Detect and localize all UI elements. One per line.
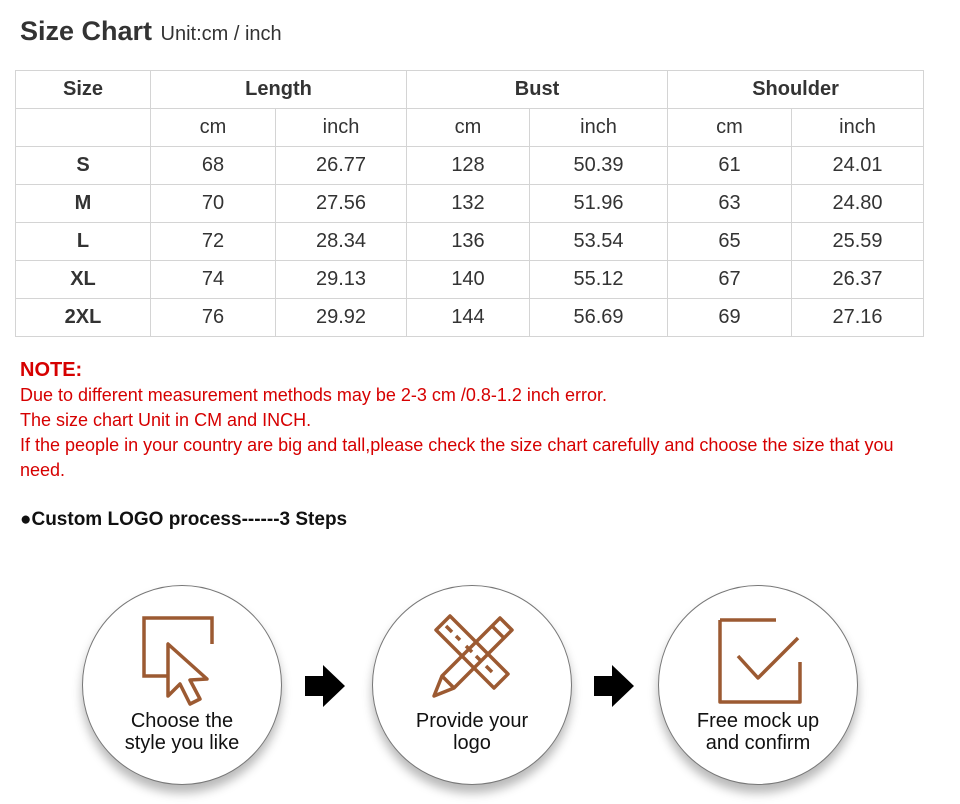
size-cell: XL bbox=[16, 261, 151, 299]
size-chart-table bbox=[15, 70, 924, 337]
step-caption-line: Provide your bbox=[415, 710, 529, 732]
table-cell: 27.56 bbox=[276, 185, 407, 223]
step-caption-line: and confirm bbox=[705, 732, 811, 754]
table-cell: 51.96 bbox=[530, 185, 668, 223]
subheader-cell: inch bbox=[530, 109, 668, 147]
table-cell: 24.01 bbox=[792, 147, 924, 185]
table-cell: 65 bbox=[668, 223, 792, 261]
size-cell: S bbox=[16, 147, 151, 185]
pencil-ruler-icon bbox=[422, 614, 522, 710]
step-caption-line: style you like bbox=[124, 732, 240, 754]
table-cell: 27.16 bbox=[792, 299, 924, 337]
page-title: Size Chart bbox=[20, 16, 153, 46]
subheader-cell: cm bbox=[668, 109, 792, 147]
table-cell: 128 bbox=[407, 147, 530, 185]
table-row bbox=[16, 261, 924, 299]
table-subheader-row bbox=[16, 109, 924, 147]
note-section bbox=[20, 357, 920, 483]
step-choose-style bbox=[82, 585, 282, 785]
arrow-right-icon bbox=[303, 663, 347, 709]
step-caption-line: Free mock up bbox=[696, 710, 820, 732]
table-cell: 24.80 bbox=[792, 185, 924, 223]
table-cell: 74 bbox=[151, 261, 276, 299]
size-chart-header bbox=[20, 16, 282, 47]
table-row bbox=[16, 299, 924, 337]
table-cell: 68 bbox=[151, 147, 276, 185]
table-row bbox=[16, 185, 924, 223]
table-cell: 72 bbox=[151, 223, 276, 261]
subheader-cell: cm bbox=[407, 109, 530, 147]
size-cell: M bbox=[16, 185, 151, 223]
step-mock-up-confirm bbox=[658, 585, 858, 785]
subheader-cell: cm bbox=[151, 109, 276, 147]
table-cell: 26.77 bbox=[276, 147, 407, 185]
table-cell: 29.92 bbox=[276, 299, 407, 337]
subheader-cell: inch bbox=[792, 109, 924, 147]
table-cell: 26.37 bbox=[792, 261, 924, 299]
table-cell: 144 bbox=[407, 299, 530, 337]
unit-label: Unit:cm / inch bbox=[160, 23, 282, 45]
table-cell: 61 bbox=[668, 147, 792, 185]
step-caption bbox=[83, 710, 281, 754]
table-row bbox=[16, 147, 924, 185]
column-header-shoulder: Shoulder bbox=[668, 71, 924, 109]
table-cell: 29.13 bbox=[276, 261, 407, 299]
table-cell: 55.12 bbox=[530, 261, 668, 299]
table-header-row bbox=[16, 71, 924, 109]
table-cell: 53.54 bbox=[530, 223, 668, 261]
note-line: Due to different measurement methods may be 2-3 cm /0.8-1.2 inch error. bbox=[20, 385, 607, 405]
table-cell: 76 bbox=[151, 299, 276, 337]
table-cell: 67 bbox=[668, 261, 792, 299]
column-header-length: Length bbox=[151, 71, 407, 109]
table-cell: 50.39 bbox=[530, 147, 668, 185]
note-line: The size chart Unit in CM and INCH. bbox=[20, 410, 312, 430]
step-caption-line: Choose the bbox=[130, 710, 234, 732]
table-cell: 28.34 bbox=[276, 223, 407, 261]
table-cell: 140 bbox=[407, 261, 530, 299]
table-cell: 56.69 bbox=[530, 299, 668, 337]
table-cell: 69 bbox=[668, 299, 792, 337]
table-cell: 136 bbox=[407, 223, 530, 261]
logo-process-steps bbox=[0, 575, 960, 804]
table-cell: 132 bbox=[407, 185, 530, 223]
size-cell: L bbox=[16, 223, 151, 261]
column-header-bust: Bust bbox=[407, 71, 668, 109]
step-caption bbox=[659, 710, 857, 754]
arrow-right-icon bbox=[592, 663, 636, 709]
step-caption-line: logo bbox=[453, 732, 491, 754]
table-cell: 63 bbox=[668, 185, 792, 223]
step-provide-logo bbox=[372, 585, 572, 785]
cursor-select-icon bbox=[132, 614, 232, 710]
note-title: NOTE: bbox=[20, 359, 83, 381]
step-caption bbox=[373, 710, 571, 754]
checkbox-icon bbox=[708, 614, 808, 710]
column-header-size: Size bbox=[16, 71, 151, 109]
table-row bbox=[16, 223, 924, 261]
size-cell: 2XL bbox=[16, 299, 151, 337]
note-line: If the people in your country are big and tall,please check the size chart carefully and choose the size that you need. bbox=[20, 435, 894, 480]
subheader-cell bbox=[16, 109, 151, 147]
table-cell: 25.59 bbox=[792, 223, 924, 261]
table-cell: 70 bbox=[151, 185, 276, 223]
subheader-cell: inch bbox=[276, 109, 407, 147]
process-heading: ●Custom LOGO process------3 Steps bbox=[20, 509, 348, 530]
